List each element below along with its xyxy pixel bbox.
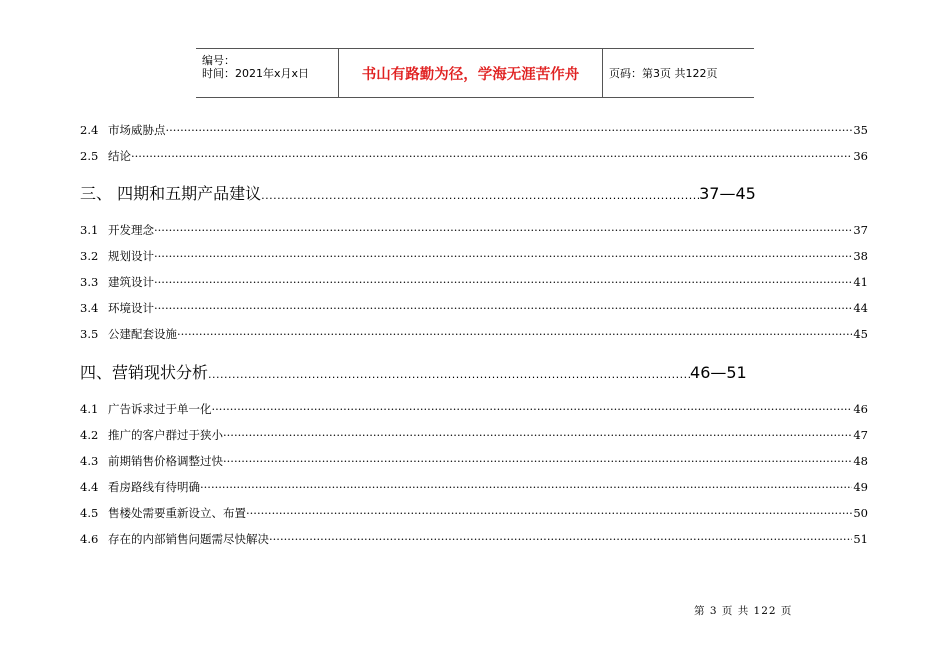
header-motto: 书山有路勤为径，学海无涯苦作舟 bbox=[339, 49, 603, 97]
section-title: 四、营销现状分析 bbox=[80, 363, 209, 382]
toc-leader bbox=[212, 402, 853, 416]
toc-entry[interactable] bbox=[80, 427, 868, 443]
toc-entry-number: 2.4 bbox=[80, 123, 99, 137]
toc-entry-page: 38 bbox=[853, 249, 868, 263]
toc-entry-title: 存在的内部销售问题需尽快解决 bbox=[108, 532, 269, 546]
toc-entry-title: 售楼处需要重新设立、布置 bbox=[108, 506, 246, 520]
toc-entry-page: 41 bbox=[853, 275, 868, 289]
toc-entry-number: 4.3 bbox=[80, 454, 99, 468]
toc-entry[interactable] bbox=[80, 274, 868, 290]
toc-entry-page: 48 bbox=[853, 454, 868, 468]
toc-leader bbox=[131, 149, 852, 163]
toc-entry-page: 35 bbox=[853, 123, 868, 137]
page-header bbox=[196, 48, 754, 98]
toc-entry-page: 47 bbox=[853, 428, 868, 442]
toc-entry[interactable] bbox=[80, 401, 868, 417]
toc-entry[interactable] bbox=[80, 505, 868, 521]
toc-entry-title: 市场威胁点 bbox=[108, 123, 166, 137]
toc-leader bbox=[166, 123, 853, 137]
toc-entry-number: 4.1 bbox=[80, 402, 99, 416]
header-page-code: 页码：第3页 共122页 bbox=[609, 67, 718, 80]
toc-entry-number: 3.3 bbox=[80, 275, 99, 289]
toc-leader bbox=[154, 223, 852, 237]
time-label: 时间：2021年x月x日 bbox=[202, 67, 310, 80]
toc-entry-title: 推广的客户群过于狭小 bbox=[108, 428, 223, 442]
section-pages: 37—45 bbox=[699, 184, 756, 203]
toc-entry-number: 2.5 bbox=[80, 149, 99, 163]
toc-entry[interactable] bbox=[80, 453, 868, 469]
toc-entry-number: 4.4 bbox=[80, 480, 99, 494]
section-pages: 46—51 bbox=[690, 363, 747, 382]
toc-entry[interactable] bbox=[80, 248, 868, 264]
toc-entry-page: 44 bbox=[853, 301, 868, 315]
toc-entry-title: 规划设计 bbox=[108, 249, 154, 263]
toc-entry[interactable] bbox=[80, 222, 868, 238]
toc-entry-page: 37 bbox=[853, 223, 868, 237]
header-meta bbox=[196, 49, 339, 97]
toc-entry-number: 4.6 bbox=[80, 532, 99, 546]
toc-entry-number: 4.2 bbox=[80, 428, 99, 442]
section-heading[interactable] bbox=[80, 360, 747, 383]
toc-leader bbox=[177, 327, 852, 341]
section-leader bbox=[208, 368, 690, 381]
toc-entry-page: 50 bbox=[853, 506, 868, 520]
section-heading[interactable] bbox=[80, 181, 756, 204]
toc-leader bbox=[154, 249, 852, 263]
toc-entry-page: 46 bbox=[853, 402, 868, 416]
toc-entry-page: 51 bbox=[853, 532, 868, 546]
toc-leader bbox=[269, 532, 852, 546]
toc-entry[interactable] bbox=[80, 531, 868, 547]
toc-leader bbox=[223, 454, 852, 468]
toc-entry[interactable] bbox=[80, 326, 868, 342]
toc-entry-page: 45 bbox=[853, 327, 868, 341]
toc-entry-title: 建筑设计 bbox=[108, 275, 154, 289]
toc-leader bbox=[246, 506, 852, 520]
toc-entry[interactable] bbox=[80, 122, 868, 138]
toc-entry[interactable] bbox=[80, 479, 868, 495]
toc-entry-title: 开发理念 bbox=[108, 223, 154, 237]
section-leader bbox=[261, 189, 699, 202]
toc-entry-number: 3.1 bbox=[80, 223, 99, 237]
toc-leader bbox=[154, 301, 852, 315]
toc-entry[interactable] bbox=[80, 148, 868, 164]
toc-leader bbox=[223, 428, 852, 442]
toc-entry-number: 3.2 bbox=[80, 249, 99, 263]
toc-entry-title: 广告诉求过于单一化 bbox=[108, 402, 212, 416]
toc-entry-number: 3.5 bbox=[80, 327, 99, 341]
toc-entry-title: 结论 bbox=[108, 149, 131, 163]
toc-entry-title: 环境设计 bbox=[108, 301, 154, 315]
toc-leader bbox=[154, 275, 852, 289]
section-title: 三、 四期和五期产品建议 bbox=[80, 184, 262, 203]
page-footer: 第 3 页 共 122 页 bbox=[694, 605, 793, 617]
toc-entry[interactable] bbox=[80, 300, 868, 316]
toc-entry-number: 4.5 bbox=[80, 506, 99, 520]
toc-entry-title: 公建配套设施 bbox=[108, 327, 177, 341]
serial-number-label: 编号： bbox=[202, 54, 235, 67]
toc-entry-title: 前期销售价格调整过快 bbox=[108, 454, 223, 468]
toc-entry-title: 看房路线有待明确 bbox=[108, 480, 200, 494]
toc-leader bbox=[200, 480, 852, 494]
toc-entry-number: 3.4 bbox=[80, 301, 99, 315]
toc-entry-page: 36 bbox=[853, 149, 868, 163]
toc-entry-page: 49 bbox=[853, 480, 868, 494]
